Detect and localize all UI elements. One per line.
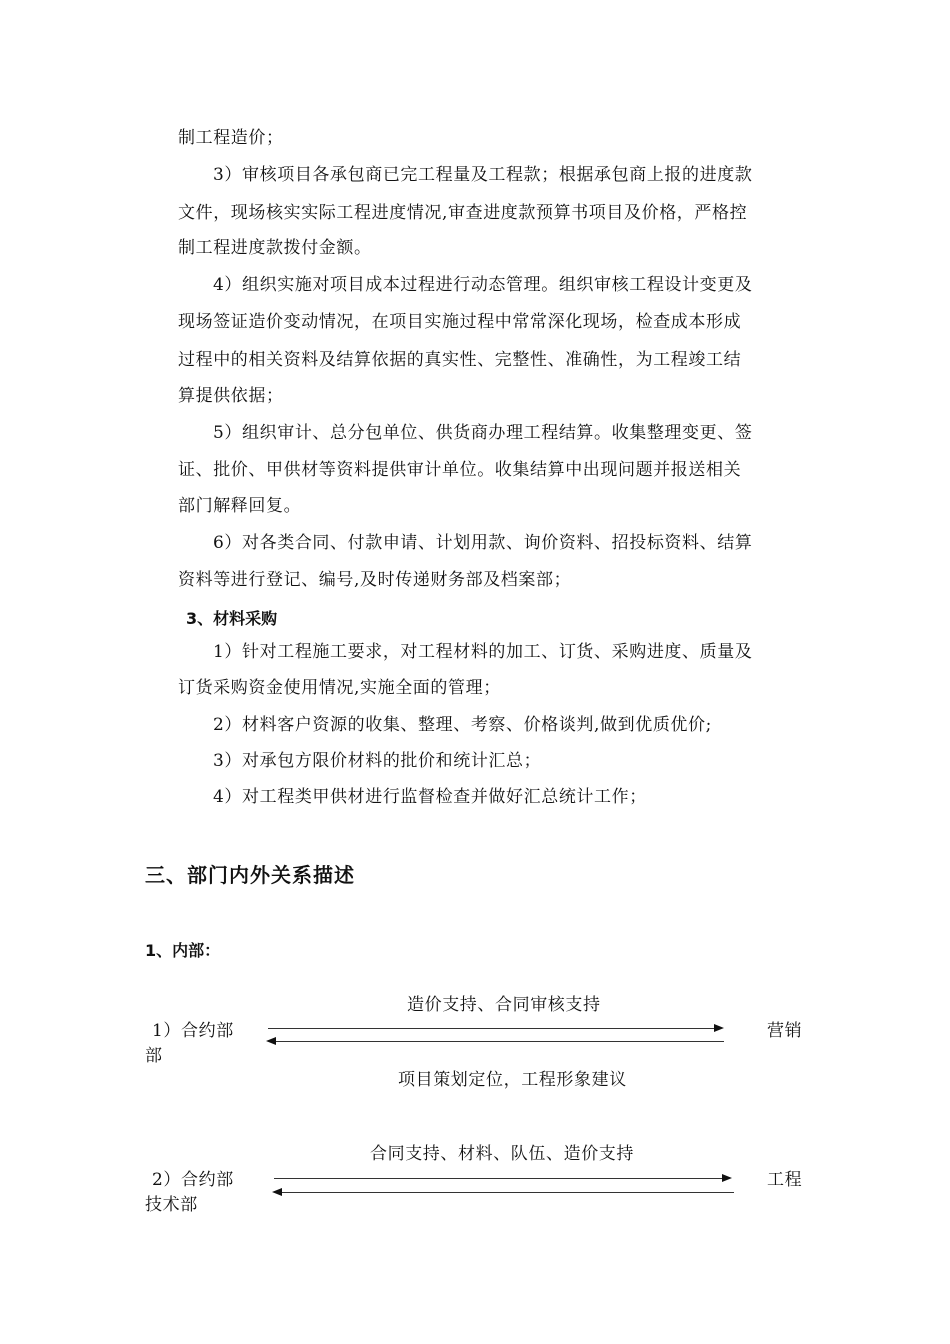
paragraph-line: 订货采购资金使用情况,实施全面的管理；: [178, 678, 501, 698]
relation-left-label-cont: 技术部: [145, 1195, 198, 1215]
subsection-title: 1、内部：: [145, 941, 221, 960]
paragraph-line: 证、批价、甲供材等资料提供审计单位。收集结算中出现问题并报送相关: [178, 460, 742, 480]
paragraph-line: 制工程造价；: [178, 128, 284, 148]
arrow-right-line: [274, 1178, 724, 1179]
paragraph-line: 4）组织实施对项目成本过程进行动态管理。组织审核工程设计变更及: [213, 275, 753, 295]
relation-left-label-cont: 部: [145, 1046, 163, 1066]
paragraph-line: 文件，现场核实实际工程进度情况,审查进度款预算书项目及价格，严格控: [178, 203, 748, 223]
paragraph-line: 3）审核项目各承包商已完工程量及工程款；根据承包商上报的进度款: [213, 165, 753, 185]
arrowhead-left-icon: [272, 1188, 282, 1196]
paragraph-line: 3）对承包方限价材料的批价和统计汇总；: [213, 751, 542, 771]
arrowhead-right-icon: [714, 1024, 724, 1032]
arrow-left-line: [276, 1041, 724, 1042]
relation-top-label: 造价支持、合同审核支持: [407, 995, 601, 1015]
paragraph-line: 2）材料客户资源的收集、整理、考察、价格谈判,做到优质优价;: [213, 715, 712, 735]
relation-top-label: 合同支持、材料、队伍、造价支持: [370, 1144, 634, 1164]
paragraph-line: 1）针对工程施工要求，对工程材料的加工、订货、采购进度、质量及: [213, 642, 753, 662]
paragraph-line: 6）对各类合同、付款申请、计划用款、询价资料、招投标资料、结算: [213, 533, 753, 553]
relation-right-label: 工程: [767, 1170, 803, 1190]
section-heading-materials: 3、材料采购: [186, 609, 278, 628]
paragraph-line: 算提供依据；: [178, 386, 284, 406]
paragraph-line: 5）组织审计、总分包单位、供货商办理工程结算。收集整理变更、签: [213, 423, 753, 443]
paragraph-line: 制工程进度款拨付金额。: [178, 238, 372, 258]
arrow-right-line: [268, 1028, 716, 1029]
relation-left-label: 1）合约部: [152, 1021, 234, 1041]
arrowhead-left-icon: [266, 1037, 276, 1045]
arrow-left-line: [282, 1192, 734, 1193]
relation-left-label: 2）合约部: [152, 1170, 234, 1190]
paragraph-line: 部门解释回复。: [178, 496, 302, 516]
section-title: 三、部门内外关系描述: [145, 863, 355, 887]
paragraph-line: 过程中的相关资料及结算依据的真实性、完整性、准确性，为工程竣工结: [178, 350, 742, 370]
paragraph-line: 资料等进行登记、编号,及时传递财务部及档案部；: [178, 570, 572, 590]
relation-right-label: 营销: [767, 1021, 803, 1041]
paragraph-line: 现场签证造价变动情况，在项目实施过程中常常深化现场，检查成本形成: [178, 312, 742, 332]
relation-bottom-label: 项目策划定位，工程形象建议: [398, 1070, 627, 1090]
paragraph-line: 4）对工程类甲供材进行监督检查并做好汇总统计工作；: [213, 787, 647, 807]
arrowhead-right-icon: [722, 1174, 732, 1182]
